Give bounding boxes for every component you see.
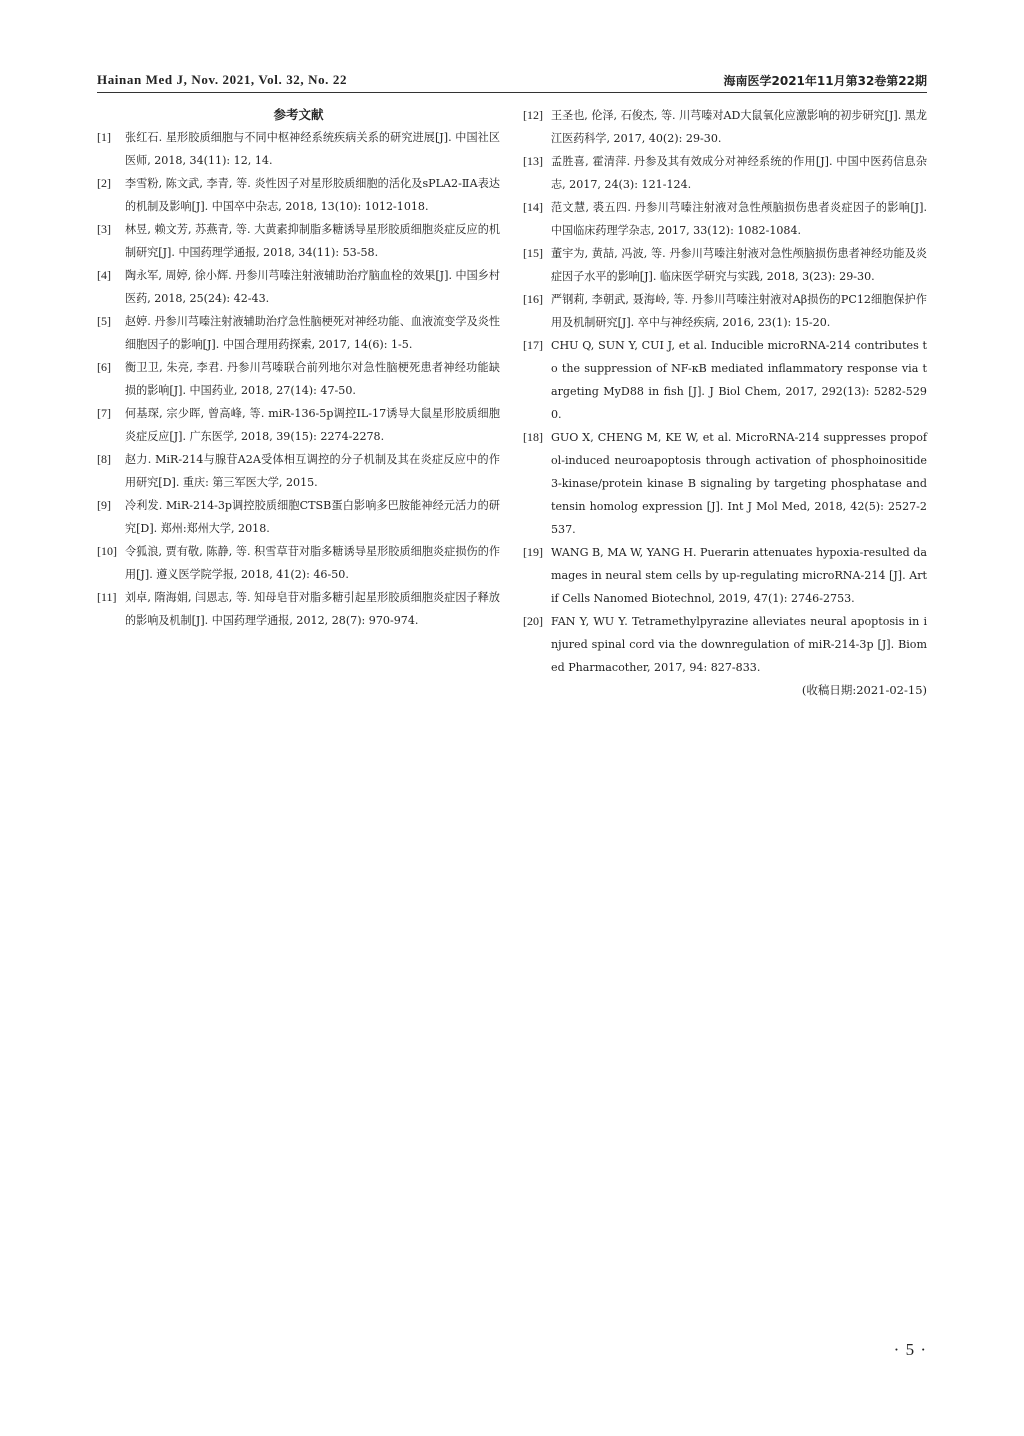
reference-number: [5] — [97, 314, 111, 328]
reference-number: [17] — [523, 338, 543, 352]
reference-item — [523, 288, 927, 334]
references-column-right — [523, 104, 927, 702]
reference-number: [7] — [97, 406, 111, 420]
reference-text: 何基琛, 宗少晖, 曾高峰, 等. miR-136-5p调控IL-17诱导大鼠星形胶质细胞炎症反应[J]. 广东医学, 2018, 39(15): 2274-2278. — [125, 407, 500, 443]
received-date: (收稿日期:2021-02-15) — [801, 683, 927, 697]
reference-number: [20] — [523, 614, 543, 628]
reference-text: 严钢莉, 李朝武, 聂海岭, 等. 丹参川芎嗪注射液对Aβ损伤的PC12细胞保护作用及机制研究[J]. 卒中与神经疾病, 2016, 23(1): 15-20. — [551, 293, 927, 329]
reference-item — [97, 310, 500, 356]
reference-number: [10] — [97, 544, 117, 558]
reference-item — [97, 126, 500, 172]
reference-text: 董宇为, 黄喆, 冯波, 等. 丹参川芎嗪注射液对急性颅脑损伤患者神经功能及炎症因子水平的影响[J]. 临床医学研究与实践, 2018, 3(23): 29-30. — [551, 247, 927, 283]
reference-text: 刘卓, 隋海娟, 闫恩志, 等. 知母皂苷对脂多糖引起星形胶质细胞炎症因子释放的影响及机制[J]. 中国药理学通报, 2012, 28(7): 970-974. — [125, 591, 500, 627]
reference-item — [523, 150, 927, 196]
reference-number: [6] — [97, 360, 111, 374]
reference-number: [2] — [97, 176, 111, 190]
reference-number: [12] — [523, 108, 543, 122]
reference-text: 林昱, 赖文芳, 苏燕青, 等. 大黄素抑制脂多糖诱导星形胶质细胞炎症反应的机制研究[J]. 中国药理学通报, 2018, 34(11): 53-58. — [125, 223, 500, 259]
reference-text: GUO X, CHENG M, KE W, et al. MicroRNA-214 suppresses propofol-induced neuroapoptosis through activation of phosphoinositide 3-kinase/protein kinase B signaling by targeting phosphatase and tensin homolog expression [J]. Int J Mol Med, 2018, 42(5): 2527-2537. — [551, 431, 927, 536]
reference-text: FAN Y, WU Y. Tetramethylpyrazine alleviates neural apoptosis in injured spinal cord via the downregulation of miR-214-3p [J]. Biomed Pharmacother, 2017, 94: 827-833. — [551, 615, 927, 674]
reference-text: 范文慧, 裘五四. 丹参川芎嗪注射液对急性颅脑损伤患者炎症因子的影响[J]. 中国临床药理学杂志, 2017, 33(12): 1082-1084. — [551, 201, 927, 237]
reference-item — [97, 402, 500, 448]
reference-number: [11] — [97, 590, 117, 604]
reference-text: 赵婷. 丹参川芎嗪注射液辅助治疗急性脑梗死对神经功能、血液流变学及炎性细胞因子的影响[J]. 中国合理用药探索, 2017, 14(6): 1-5. — [125, 315, 500, 351]
reference-item — [523, 196, 927, 242]
reference-text: CHU Q, SUN Y, CUI J, et al. Inducible microRNA-214 contributes to the suppression of NF-κB mediated inflammatory response via targeting MyD88 in fish [J]. J Biol Chem, 2017, 292(13): 5282-5290. — [551, 339, 927, 421]
reference-text: 冷利发. MiR-214-3p调控胶质细胞CTSB蛋白影响多巴胺能神经元活力的研究[D]. 郑州:郑州大学, 2018. — [125, 499, 500, 535]
reference-number: [8] — [97, 452, 111, 466]
reference-item — [97, 540, 500, 586]
reference-text: 张红石. 星形胶质细胞与不同中枢神经系统疾病关系的研究进展[J]. 中国社区医师, 2018, 34(11): 12, 14. — [125, 131, 500, 167]
reference-item — [97, 356, 500, 402]
reference-item — [523, 426, 927, 541]
reference-text: 孟胜喜, 霍清萍. 丹参及其有效成分对神经系统的作用[J]. 中国中医药信息杂志, 2017, 24(3): 121-124. — [551, 155, 927, 191]
reference-number: [16] — [523, 292, 543, 306]
reference-text: 赵力. MiR-214与腺苷A2A受体相互调控的分子机制及其在炎症反应中的作用研究[D]. 重庆: 第三军医大学, 2015. — [125, 453, 500, 489]
reference-text: 李雪粉, 陈文武, 李青, 等. 炎性因子对星形胶质细胞的活化及sPLA2-ⅡA表达的机制及影响[J]. 中国卒中杂志, 2018, 13(10): 1012-1018. — [125, 177, 500, 213]
reference-number: [14] — [523, 200, 543, 214]
reference-item — [97, 494, 500, 540]
header-divider — [97, 92, 927, 93]
page-number: · 5 · — [893, 1340, 927, 1359]
journal-chinese-header: 海南医学2021年11月第32卷第22期 — [723, 74, 927, 88]
reference-item — [523, 541, 927, 610]
reference-number: [15] — [523, 246, 543, 260]
reference-item — [97, 586, 500, 632]
reference-text: WANG B, MA W, YANG H. Puerarin attenuates hypoxia-resulted damages in neural stem cells by up-regulating microRNA-214 [J]. Artif Cells Nanomed Biotechnol, 2019, 47(1): 2746-2753. — [551, 546, 927, 605]
reference-item — [97, 172, 500, 218]
references-column-left — [97, 104, 500, 632]
reference-item — [523, 242, 927, 288]
reference-number: [18] — [523, 430, 543, 444]
reference-number: [9] — [97, 498, 111, 512]
reference-item — [97, 218, 500, 264]
reference-item — [523, 334, 927, 426]
reference-item — [523, 104, 927, 150]
reference-item — [523, 610, 927, 679]
journal-citation-header: Hainan Med J, Nov. 2021, Vol. 32, No. 22 — [97, 72, 348, 87]
reference-item — [97, 448, 500, 494]
reference-text: 王圣也, 伦泽, 石俊杰, 等. 川芎嗪对AD大鼠氧化应激影响的初步研究[J]. 黑龙江医药科学, 2017, 40(2): 29-30. — [551, 109, 927, 145]
reference-text: 衡卫卫, 朱亮, 李君. 丹参川芎嗪联合前列地尔对急性脑梗死患者神经功能缺损的影响[J]. 中国药业, 2018, 27(14): 47-50. — [125, 361, 500, 397]
reference-number: [19] — [523, 545, 543, 559]
reference-number: [3] — [97, 222, 111, 236]
reference-number: [1] — [97, 130, 111, 144]
reference-text: 令狐浪, 贾有敬, 陈静, 等. 积雪草苷对脂多糖诱导星形胶质细胞炎症损伤的作用[J]. 遵义医学院学报, 2018, 41(2): 46-50. — [125, 545, 500, 581]
reference-item — [97, 264, 500, 310]
reference-text: 陶永军, 周婷, 徐小辉. 丹参川芎嗪注射液辅助治疗脑血栓的效果[J]. 中国乡村医药, 2018, 25(24): 42-43. — [125, 269, 500, 305]
reference-number: [4] — [97, 268, 111, 282]
references-title: 参考文献 — [273, 107, 324, 122]
reference-number: [13] — [523, 154, 543, 168]
